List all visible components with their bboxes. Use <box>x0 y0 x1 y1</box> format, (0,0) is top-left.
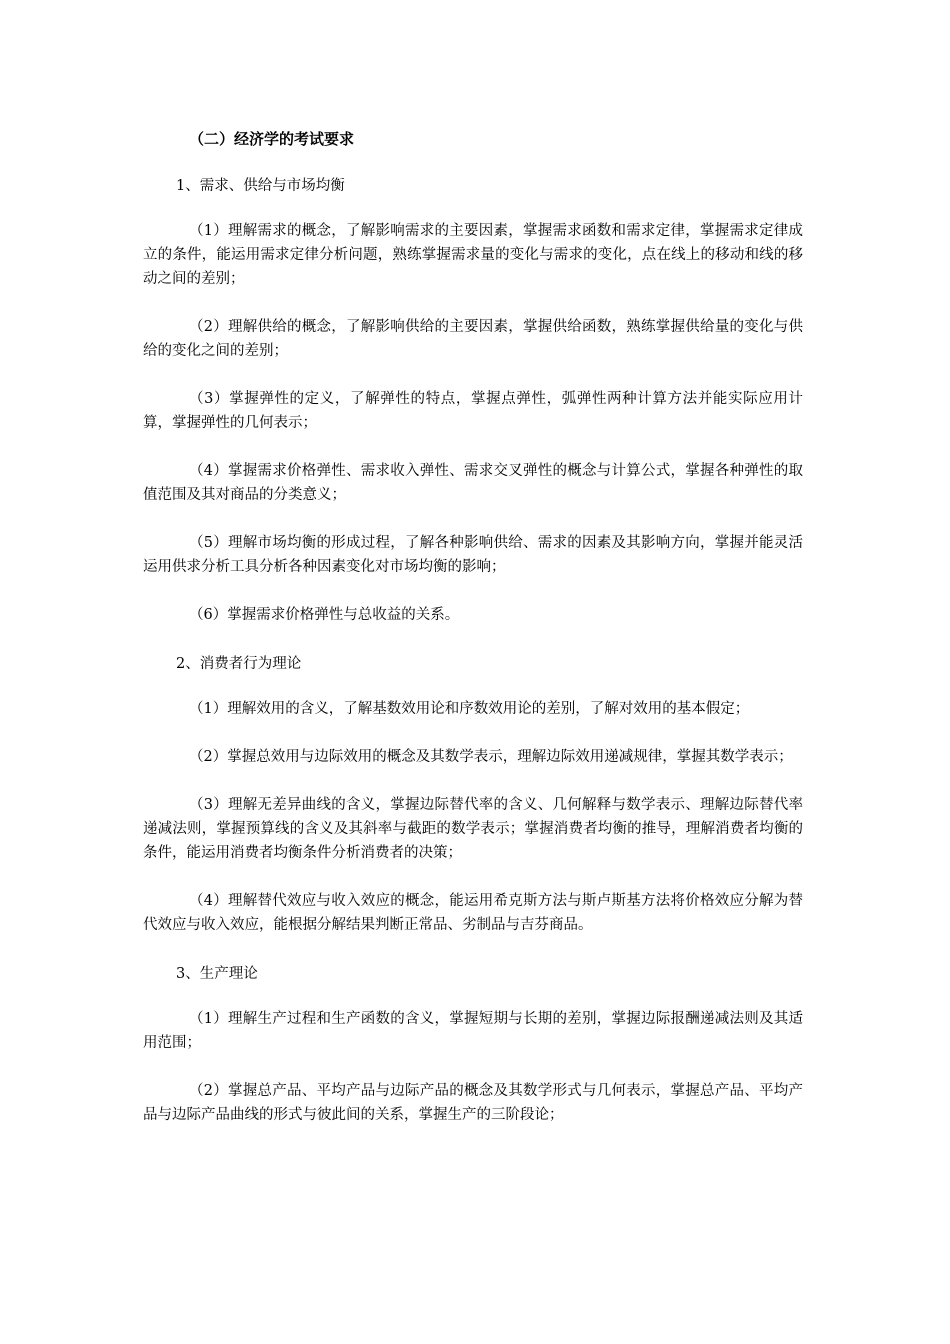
requirement-item: （6）掌握需求价格弹性与总收益的关系。 <box>189 607 460 623</box>
requirement-item: （4）掌握需求价格弹性、需求收入弹性、需求交叉弹性的概念与计算公式，掌握各种弹性的取值范围及其对商品的分类意义； <box>143 463 803 503</box>
page-title: （二）经济学的考试要求 <box>189 130 355 148</box>
section-heading: 2、消费者行为理论 <box>176 656 302 672</box>
section-heading: 1、需求、供给与市场均衡 <box>176 178 345 194</box>
requirement-item: （1）理解生产过程和生产函数的含义，掌握短期与长期的差别，掌握边际报酬递减法则及其适用范围； <box>143 1011 803 1051</box>
requirement-item: （2）理解供给的概念，了解影响供给的主要因素，掌握供给函数，熟练掌握供给量的变化与供给的变化之间的差别； <box>143 319 803 359</box>
requirement-item: （4）理解替代效应与收入效应的概念，能运用希克斯方法与斯卢斯基方法将价格效应分解为替代效应与收入效应，能根据分解结果判断正常品、劣制品与吉芬商品。 <box>143 893 803 933</box>
requirement-item: （2）掌握总效用与边际效用的概念及其数学表示，理解边际效用递减规律，掌握其数学表示； <box>189 749 793 765</box>
requirement-item: （1）理解需求的概念，了解影响需求的主要因素，掌握需求函数和需求定律，掌握需求定律成立的条件，能运用需求定律分析问题，熟练掌握需求量的变化与需求的变化，点在线上的移动和线的移动之间的差别； <box>143 223 803 287</box>
document-body <box>143 129 803 1127</box>
requirement-item: （3）掌握弹性的定义，了解弹性的特点，掌握点弹性，弧弹性两种计算方法并能实际应用计算，掌握弹性的几何表示； <box>143 391 803 431</box>
requirement-item: （5）理解市场均衡的形成过程，了解各种影响供给、需求的因素及其影响方向，掌握并能灵活运用供求分析工具分析各种因素变化对市场均衡的影响； <box>143 535 803 575</box>
requirement-item: （1）理解效用的含义，了解基数效用论和序数效用论的差别，了解对效用的基本假定； <box>189 701 750 717</box>
requirement-item: （3）理解无差异曲线的含义，掌握边际替代率的含义、几何解释与数学表示、理解边际替代率递减法则，掌握预算线的含义及其斜率与截距的数学表示；掌握消费者均衡的推导，理解消费者均衡的条件，能运用消费者均衡条件分析消费者的决策； <box>143 797 803 861</box>
section-heading: 3、生产理论 <box>176 966 258 982</box>
requirement-item: （2）掌握总产品、平均产品与边际产品的概念及其数学形式与几何表示，掌握总产品、平均产品与边际产品曲线的形式与彼此间的关系，掌握生产的三阶段论； <box>143 1083 803 1123</box>
